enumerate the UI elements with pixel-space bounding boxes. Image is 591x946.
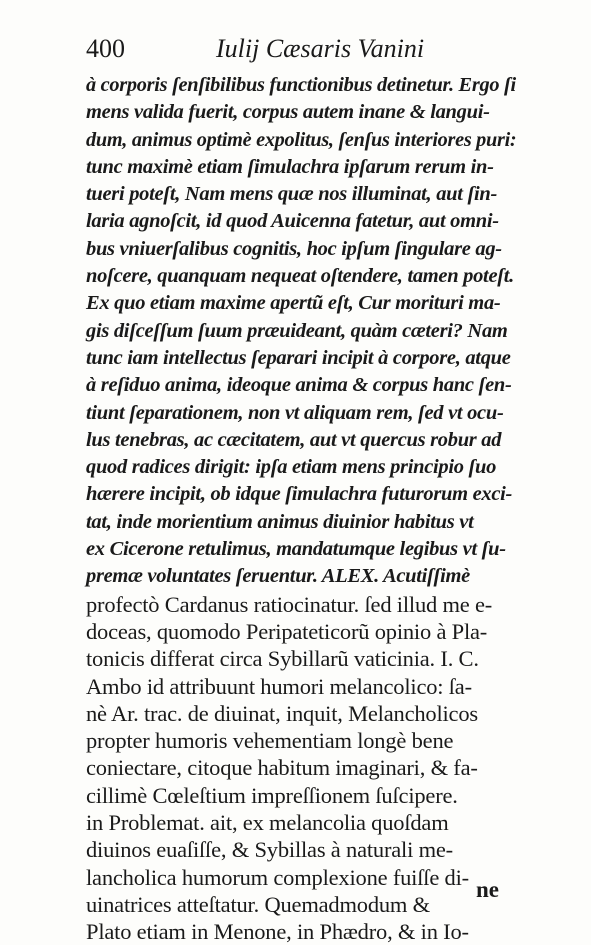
text-line: lancholica humorum complexione fuiſſe di-	[86, 864, 469, 890]
text-line: uinatrices atteſtatur. Quemadmodum &	[86, 891, 430, 917]
text-line: tonicis differat circa Sybillarũ vaticinia. I. C.	[86, 646, 479, 672]
text-line: tunc iam intellectus ſeparari incipit à corpore, atque	[86, 346, 511, 369]
page-number: 400	[86, 34, 125, 63]
text-line: quod radices dirigit: ipſa etiam mens principio ſuo	[86, 456, 497, 479]
text-line: Ex quo etiam maxime apertũ eſt, Cur morituri ma-	[86, 292, 501, 315]
text-line: nè Ar. trac. de diuinat, inquit, Melancholicos	[86, 700, 478, 726]
text-line: dum, animus optimè expolitus, ſenſus interiores puri:	[86, 128, 517, 151]
page-header	[86, 34, 506, 68]
text-line: doceas, quomodo Peripateticorũ opinio à Pla-	[86, 618, 488, 644]
text-line: hærere incipit, ob idque ſimulachra futurorum exci-	[86, 483, 513, 506]
text-line: tiunt ſeparationem, non vt aliquam rem, ſed vt ocu-	[86, 401, 504, 424]
text-line: bus vniuerſalibus cognitis, hoc ipſum ſingulare ag-	[86, 237, 502, 260]
text-line: premæ voluntates ſeruentur. ALEX. Acutiſſimè	[86, 565, 470, 588]
text-line: à reſiduo anima, ideoque anima & corpus hanc ſen-	[86, 374, 512, 397]
text-line: cillimè Cœleſtium impreſſionem ſuſcipere.	[86, 782, 458, 808]
text-line: Plato etiam in Menone, in Phædro, & in Io-	[86, 919, 469, 945]
body-text	[86, 72, 516, 946]
text-line: lus tenebras, ac cæcitatem, aut vt quercus robur ad	[86, 428, 502, 451]
text-line: tat, inde morientium animus diuinior habitus vt	[86, 510, 474, 533]
text-line: ex Cicerone retulimus, mandatumque legibus vt ſu-	[86, 538, 506, 561]
text-line: propter humoris vehementiam longè bene	[86, 728, 454, 754]
catchword: ne	[476, 877, 499, 902]
text-line: diuinos euaſiſſe, & Sybillas à naturali me-	[86, 837, 453, 863]
text-line: in Problemat. ait, ex melancolia quoſdam	[86, 810, 449, 836]
text-line: profectò Cardanus ratiocinatur. ſed illud me e-	[86, 591, 493, 617]
text-line: mens valida fuerit, corpus autem inane & langui-	[86, 101, 490, 124]
running-head: Iulij Cæsaris Vanini	[216, 34, 425, 63]
text-line: Ambo id attribuunt humori melancolico: ſa-	[86, 673, 472, 699]
text-line: gis diſceſſum ſuum præuideant, quàm cæteri? Nam	[86, 319, 508, 342]
text-line: noſcere, quanquam nequeat oſtendere, tamen poteſt.	[86, 265, 515, 288]
text-line: laria agnoſcit, id quod Auicenna fatetur, aut omni-	[86, 210, 499, 233]
text-line: tunc maximè etiam ſimulachra ipſarum rerum in-	[86, 155, 494, 178]
text-line: à corporis ſenſibilibus functionibus detinetur. Ergo ſi	[86, 74, 516, 96]
text-line: coniectare, citoque habitum imaginari, & fa-	[86, 755, 478, 781]
text-line: tueri poteſt, Nam mens quæ nos illuminat, aut ſin-	[86, 183, 498, 206]
